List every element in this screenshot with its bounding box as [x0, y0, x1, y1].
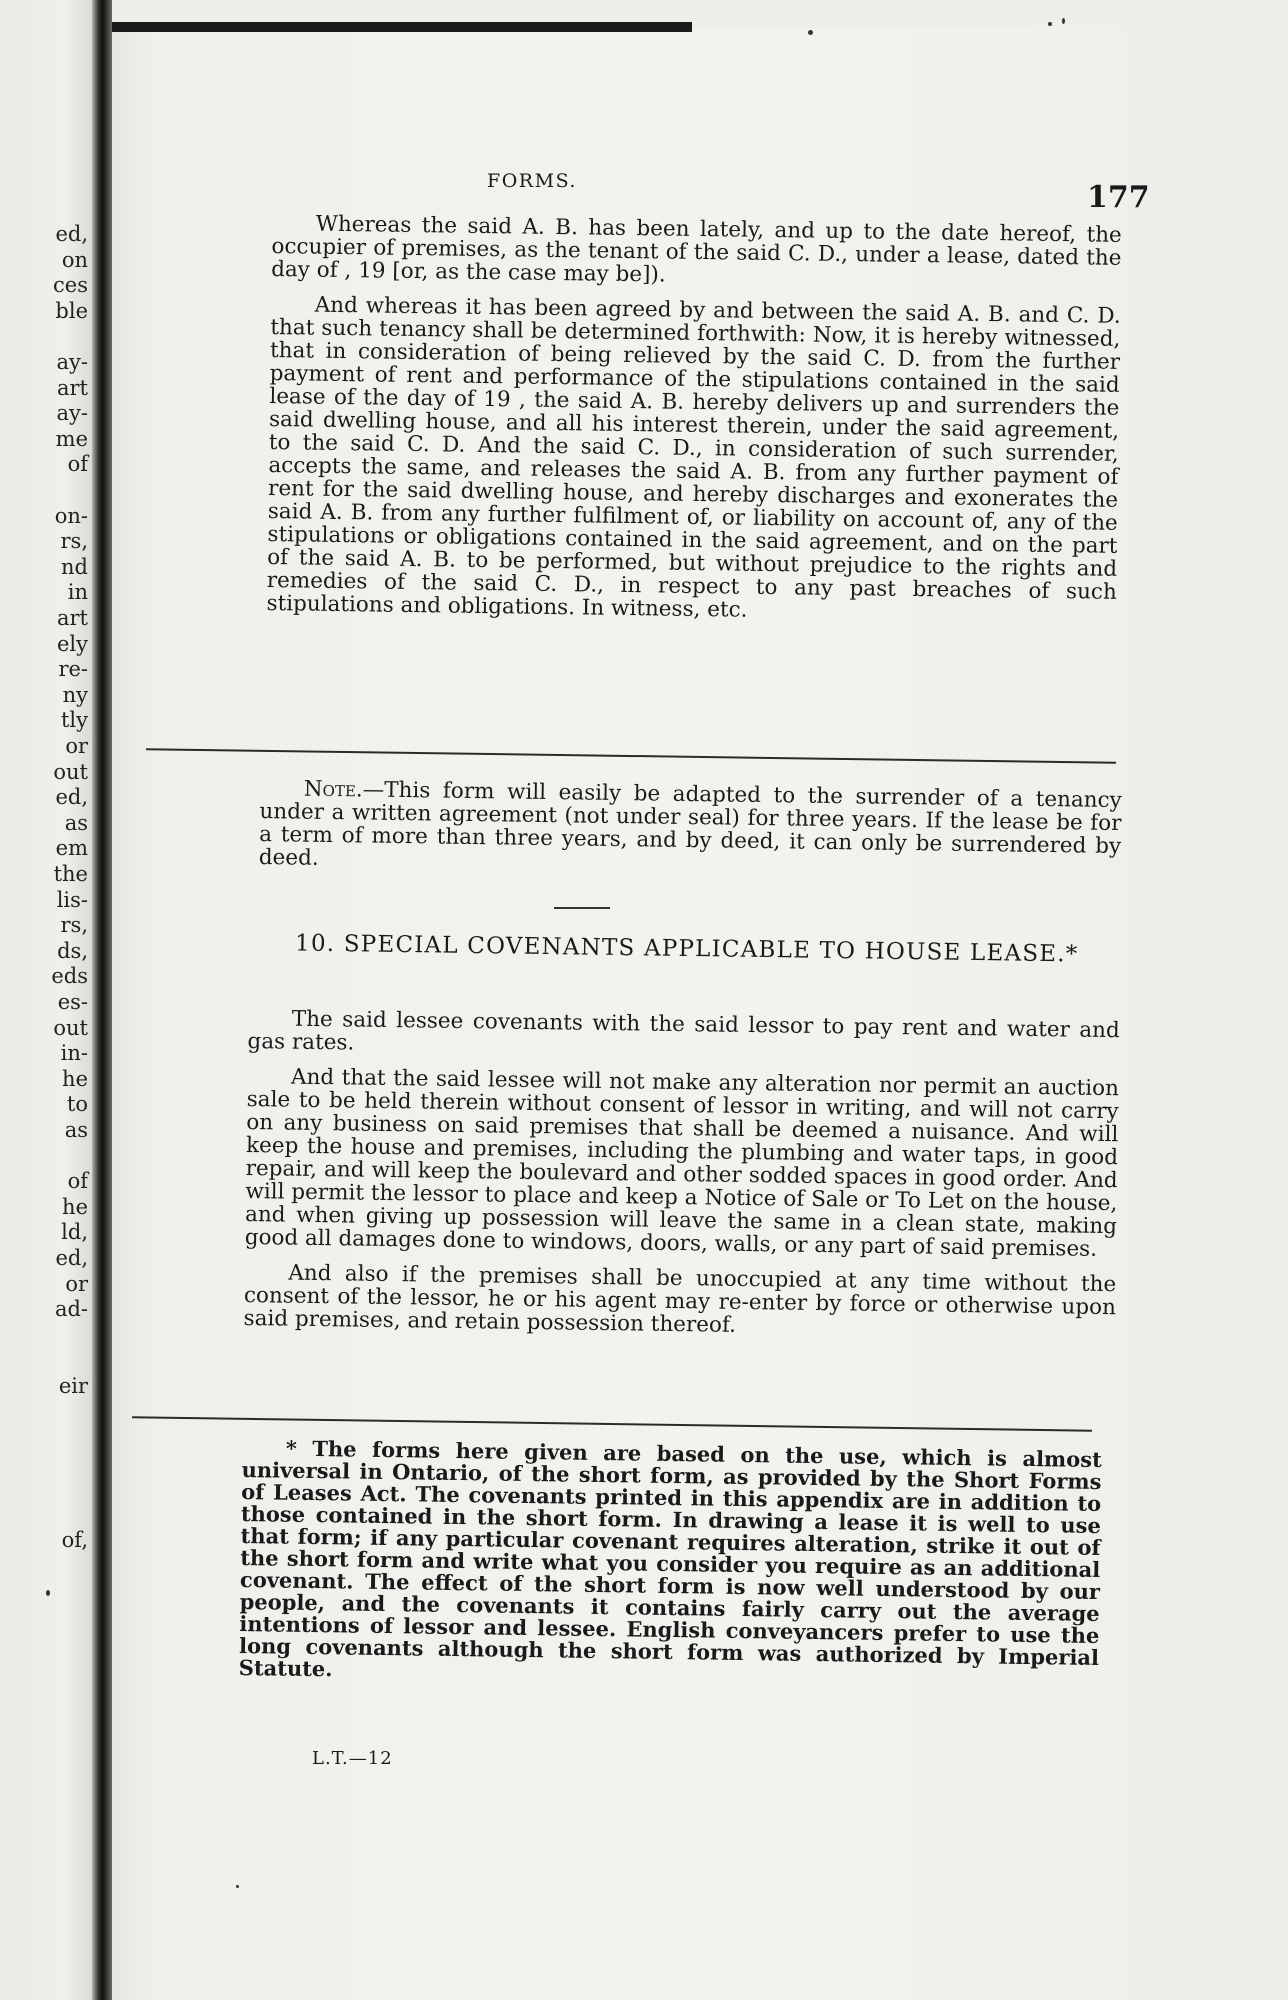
running-head: FORMS.	[487, 170, 577, 192]
left-page-fragment: ed,	[55, 222, 88, 246]
footnote	[238, 1437, 1101, 1703]
note-label: Note.	[303, 776, 363, 803]
surrender-form-text	[266, 212, 1122, 639]
covenants-text	[243, 1007, 1120, 1354]
left-page-fragment: as	[64, 810, 88, 835]
left-page-fragment: eir	[58, 1374, 88, 1398]
left-page-fragment: ay-	[56, 350, 88, 374]
scan-speck	[236, 1885, 239, 1888]
left-page-fragment: re-	[58, 657, 88, 682]
left-page-fragment: me	[55, 426, 88, 451]
left-page-fragment: he	[62, 1066, 88, 1091]
left-page-fragment: rs,	[60, 913, 88, 938]
left-page-fragment: ad-	[54, 1297, 88, 1322]
left-page-fragment: lis-	[56, 887, 88, 912]
scan-speck	[808, 30, 813, 35]
left-page-fragment: rs,	[60, 529, 88, 554]
left-page-fragment: art	[57, 606, 88, 630]
left-page-fragment: ed,	[55, 785, 88, 810]
page-number: 177	[1087, 180, 1150, 215]
left-page-fragment: he	[62, 1194, 88, 1219]
left-page-fragment: ny	[62, 682, 88, 707]
scan-speck	[1048, 22, 1052, 26]
left-page-fragment: nd	[61, 554, 88, 579]
left-page-fragment: ed,	[55, 1246, 88, 1270]
signature-mark: L.T.—12	[312, 1748, 393, 1769]
left-page-fragment: of	[67, 452, 88, 477]
left-page-fragment: the	[53, 862, 88, 886]
left-page-fragment: or	[65, 734, 88, 758]
left-page-fragment: on-	[54, 503, 88, 528]
left-page-fragment: of	[67, 1169, 88, 1194]
covenant-paragraph: And also if the premises shall be unoccupied at any time without the consent of the lessor, he or his agent may re-enter by force or otherwise upon said premises, and retain possession thereof.	[243, 1260, 1117, 1338]
paragraph-whereas: Whereas the said A. B. has been lately, and up to the date hereof, the occupier of premises, as the tenant of the said C. D., under a lease, dated the day of , 19 [or, as the case may be]).	[271, 211, 1122, 288]
left-page-fragment: in-	[60, 1041, 88, 1066]
left-page-fragment: ces	[53, 273, 88, 298]
paragraph-and-whereas: And whereas it has been agreed by and between the said A. B. and C. D. that such tenancy shall be determined forthwith: Now, it is hereby witnessed, that in consideration of being relieved by the said C. D. from the further payment of rent and performance of the stipulations contained in the said lease of the day of 19 , the said A. B. hereby delivers up and surrenders the said dwelling house, and all his interest therein, under the said agreement, to the said C. D. And the said C. D., in consideration of such surrender, accepts the same, and releases the said A. B. from any further payment of rent for the said dwelling house, and hereby discharges and exonerates the said A. B. from any further fulfilment of, or liability on account of, any of the stipulations or obligations contained in the said agreement, and on the part of the said A. B. to be performed, but without prejudice to the rights and remedies of the said C. D., in respect to any past breaches of such stipulations and obligations. In witness, etc.	[266, 292, 1121, 623]
left-page-fragment: or	[65, 1271, 88, 1296]
left-page-fragment: as	[64, 1118, 88, 1142]
scan-speck	[1062, 18, 1065, 24]
left-page-fragment: ds,	[57, 938, 88, 963]
left-page-fragment: tly	[60, 708, 88, 733]
note-text: —This form will easily be adapted to the surrender of a tenancy under a written agreement (not under seal) for three years. If the lease be for a term of more than three years, and by deed, it can only be surrendered by deed.	[258, 777, 1122, 871]
left-page-fragment: to	[66, 1092, 88, 1117]
covenant-paragraph: The said lessee covenants with the said lessor to pay rent and water and gas rates.	[247, 1006, 1120, 1056]
left-page-fragment: eds	[51, 964, 88, 989]
note-block	[259, 777, 1122, 893]
left-page-fragment: ld,	[61, 1220, 88, 1245]
left-page-fragment: out	[53, 1015, 88, 1040]
left-page-fragment: art	[57, 375, 88, 400]
covenant-paragraph: And that the said lessee will not make any alteration nor permit an auction sale to be held therein without consent of lessor in writing, and will not carry on any business on said premises that shall be deemed a nuisance. And will keep the house and premises, including the plumbing and water taps, in good repair, and will keep the boulevard and other sodded spaces in good order. And will permit the lessor to place and keep a Notice of Sale or To Let on the house, and when giving up possession will leave the same in a clean state, making good all damages done to windows, doors, walls, or any part of said premises.	[244, 1064, 1120, 1262]
left-page-fragment: on	[61, 247, 88, 272]
left-page-fragment: in	[67, 580, 88, 605]
book-page	[112, 0, 1288, 2000]
scan-speck	[46, 1590, 50, 1596]
note-rule-top	[146, 748, 1116, 764]
book-gutter	[92, 0, 112, 2000]
left-page-fragment: ay-	[56, 401, 88, 426]
adjacent-page-edge	[0, 0, 92, 2000]
left-page-fragment: ely	[56, 631, 88, 656]
left-page-fragment: em	[55, 836, 88, 861]
footnote-text: * The forms here given are based on the use, which is almost universal in Ontario, of the short form, as provided by the Short Forms of Leases Act. The covenants printed in this appendix are in addition to those contained in the short form. In drawing a lease it is well to use that form; if any particular covenant requires alteration, strike it out of the short form and write what you consider you require as an additional covenant. The effect of the short form is now well understood by our people, and the covenants it contains fairly carry out the average intentions of lessor and lessee. English conveyancers prefer to use the long covenants although the short form was authorized by Imperial Statute.	[238, 1435, 1102, 1682]
left-page-fragment: out	[53, 759, 88, 784]
footnote-rule	[132, 1416, 1092, 1431]
section-heading: 10. SPECIAL COVENANTS APPLICABLE TO HOUSE LEASE.*	[294, 930, 1079, 968]
section-divider	[554, 907, 610, 909]
left-page-fragment: ble	[55, 298, 88, 323]
left-page-fragment: es-	[57, 990, 88, 1014]
left-page-fragment: of,	[61, 1527, 88, 1552]
